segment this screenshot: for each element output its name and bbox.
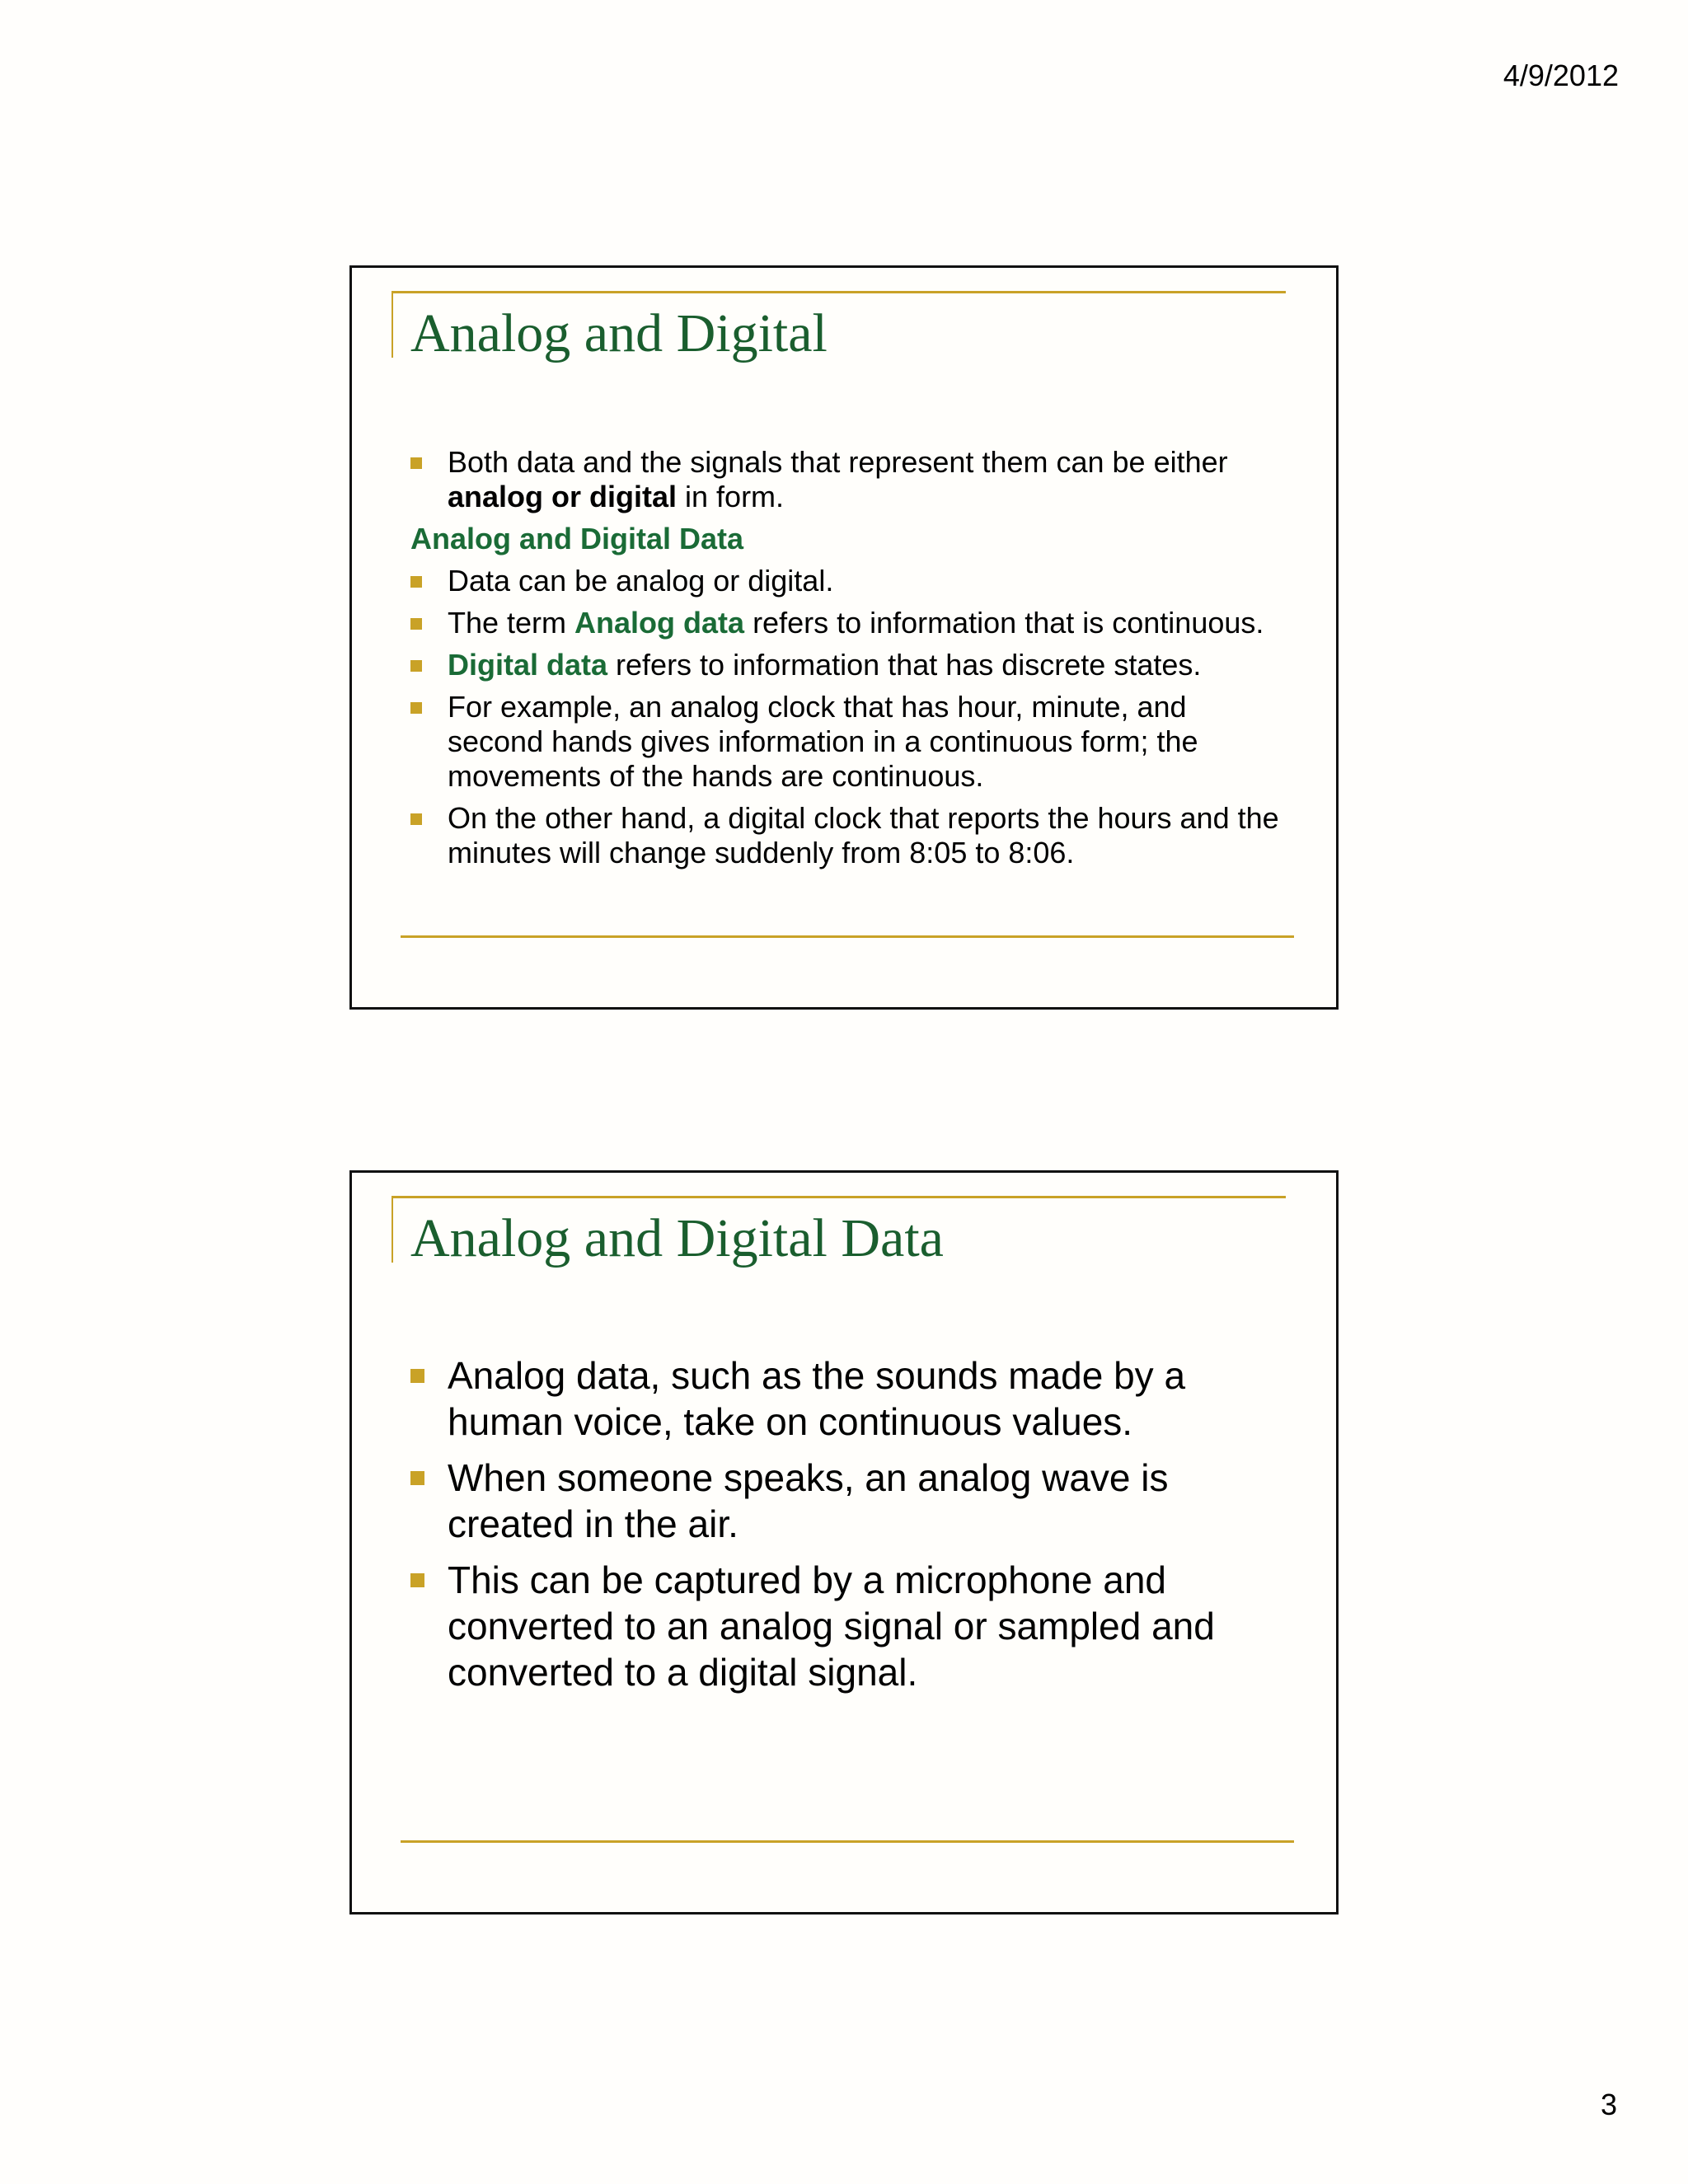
bullet-text: When someone speaks, an analog wave is created in the air. (448, 1456, 1169, 1545)
square-bullet-icon (410, 457, 422, 469)
bullet-item (410, 1557, 1284, 1695)
square-bullet-icon (410, 660, 422, 672)
bullet-item (410, 445, 1284, 514)
bullet-text: Both data and the signals that represent them can be either (448, 445, 1228, 479)
bullet-item (410, 564, 1284, 598)
bullet-text: The term (448, 606, 575, 640)
square-bullet-icon (410, 576, 422, 588)
bullet-text: For example, an analog clock that has hour, minute, and second hands gives information in a continuous form; the movements of the hands are continuous. (448, 690, 1198, 793)
bullet-text: in form. (677, 480, 785, 513)
slide-body-list (410, 445, 1284, 878)
bullet-item (410, 690, 1284, 794)
square-bullet-icon (410, 702, 422, 714)
bullet-text: Analog and Digital Data (410, 522, 744, 555)
emphasis-term: Digital data (448, 648, 608, 682)
square-bullet-icon (410, 1573, 424, 1587)
section-subheading (410, 522, 1284, 556)
slide-body-list (410, 1352, 1284, 1705)
slide-analog-and-digital (349, 265, 1339, 1010)
bullet-text: On the other hand, a digital clock that reports the hours and the minutes will change suddenly from 8:05 to 8:06. (448, 801, 1279, 869)
bottom-rule (401, 935, 1294, 938)
square-bullet-icon (410, 813, 422, 825)
page-number: 3 (1600, 2088, 1617, 2121)
bullet-item (410, 1352, 1284, 1445)
bullet-text: refers to information that has discrete states. (607, 648, 1202, 682)
square-bullet-icon (410, 618, 422, 630)
bullet-item (410, 606, 1284, 640)
bullet-item (410, 801, 1284, 870)
bullet-item (410, 1455, 1284, 1547)
bullet-text: refers to information that is continuous. (744, 606, 1264, 640)
square-bullet-icon (410, 1471, 424, 1485)
slide-analog-and-digital-data (349, 1170, 1339, 1915)
page-date: 4/9/2012 (1503, 59, 1619, 92)
bullet-text: This can be captured by a microphone and converted to an analog signal or sampled and converted to a digital signal. (448, 1558, 1215, 1694)
bullet-text: Data can be analog or digital. (448, 564, 834, 598)
emphasis-term: Analog data (574, 606, 745, 640)
slide-title: Analog and Digital Data (410, 1208, 944, 1268)
slide-title: Analog and Digital (410, 303, 828, 363)
bold-text: analog or digital (448, 480, 678, 513)
bullet-item (410, 648, 1284, 682)
bullet-text: Analog data, such as the sounds made by a human voice, take on continuous values. (448, 1354, 1186, 1443)
square-bullet-icon (410, 1369, 424, 1383)
bottom-rule (401, 1840, 1294, 1843)
